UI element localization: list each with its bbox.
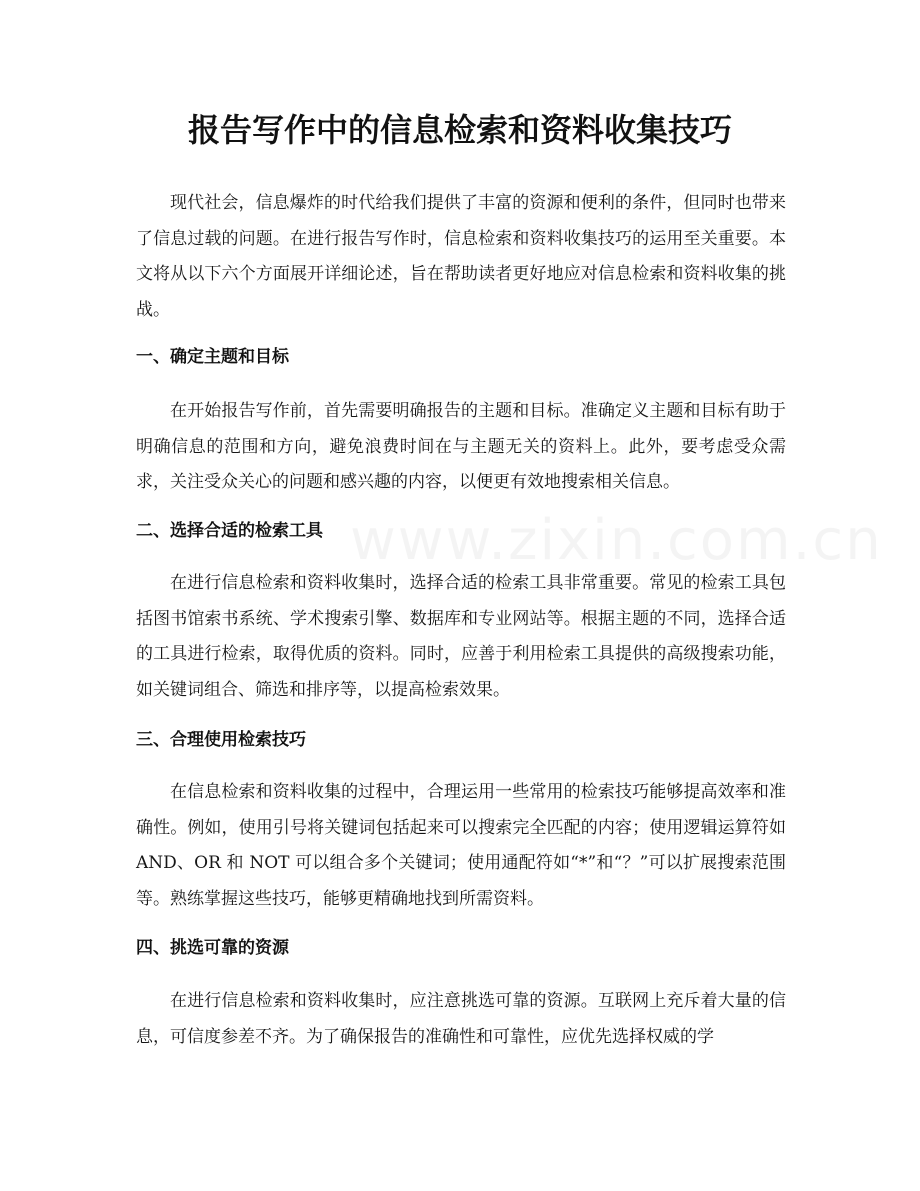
section-body-1: 在开始报告写作前，首先需要明确报告的主题和目标。准确定义主题和目标有助于明确信息的范围和方向，避免浪费时间在与主题无关的资料上。此外，要考虑受众需求，关注受众关心的问题和感兴趣的内容，以便更有效地搜索相关信息。: [136, 401, 786, 492]
document-title: 报告写作中的信息检索和资料收集技巧: [187, 111, 732, 149]
section-body-4: 在进行信息检索和资料收集时，应注意挑选可靠的资源。互联网上充斥着大量的信息，可信度参差不齐。为了确保报告的准确性和可靠性，应优先选择权威的学: [136, 991, 786, 1047]
section-body-2: 在进行信息检索和资料收集时，选择合适的检索工具非常重要。常见的检索工具包括图书馆索书系统、学术搜索引擎、数据库和专业网站等。根据主题的不同，选择合适的工具进行检索，取得优质的资料。同时，应善于利用检索工具提供的高级搜索功能，如关键词组合、筛选和排序等，以提高检索效果。: [136, 573, 786, 700]
section-heading-2: 二、选择合适的检索工具: [136, 521, 323, 541]
intro-paragraph: 现代社会，信息爆炸的时代给我们提供了丰富的资源和便利的条件，但同时也带来了信息过载的问题。在进行报告写作时，信息检索和资料收集技巧的运用至关重要。本文将从以下六个方面展开详细论述，旨在帮助读者更好地应对信息检索和资料收集的挑战。: [136, 193, 786, 320]
watermark: [350, 508, 883, 573]
section-body-3: 在信息检索和资料收集的过程中，合理运用一些常用的检索技巧能够提高效率和准确性。例如，使用引号将关键词包括起来可以搜索完全匹配的内容；使用逻辑运算符如 AND、OR 和 NOT 可以组合多个关键词；使用通配符如“*”和“？”可以扩展搜索范围等。熟练掌握这些技巧，能够更精确地找到所需资料。: [136, 782, 786, 909]
section-heading-1: 一、确定主题和目标: [136, 347, 289, 367]
section-heading-3: 三、合理使用检索技巧: [136, 730, 306, 750]
section-heading-4: 四、挑选可靠的资源: [136, 938, 289, 958]
